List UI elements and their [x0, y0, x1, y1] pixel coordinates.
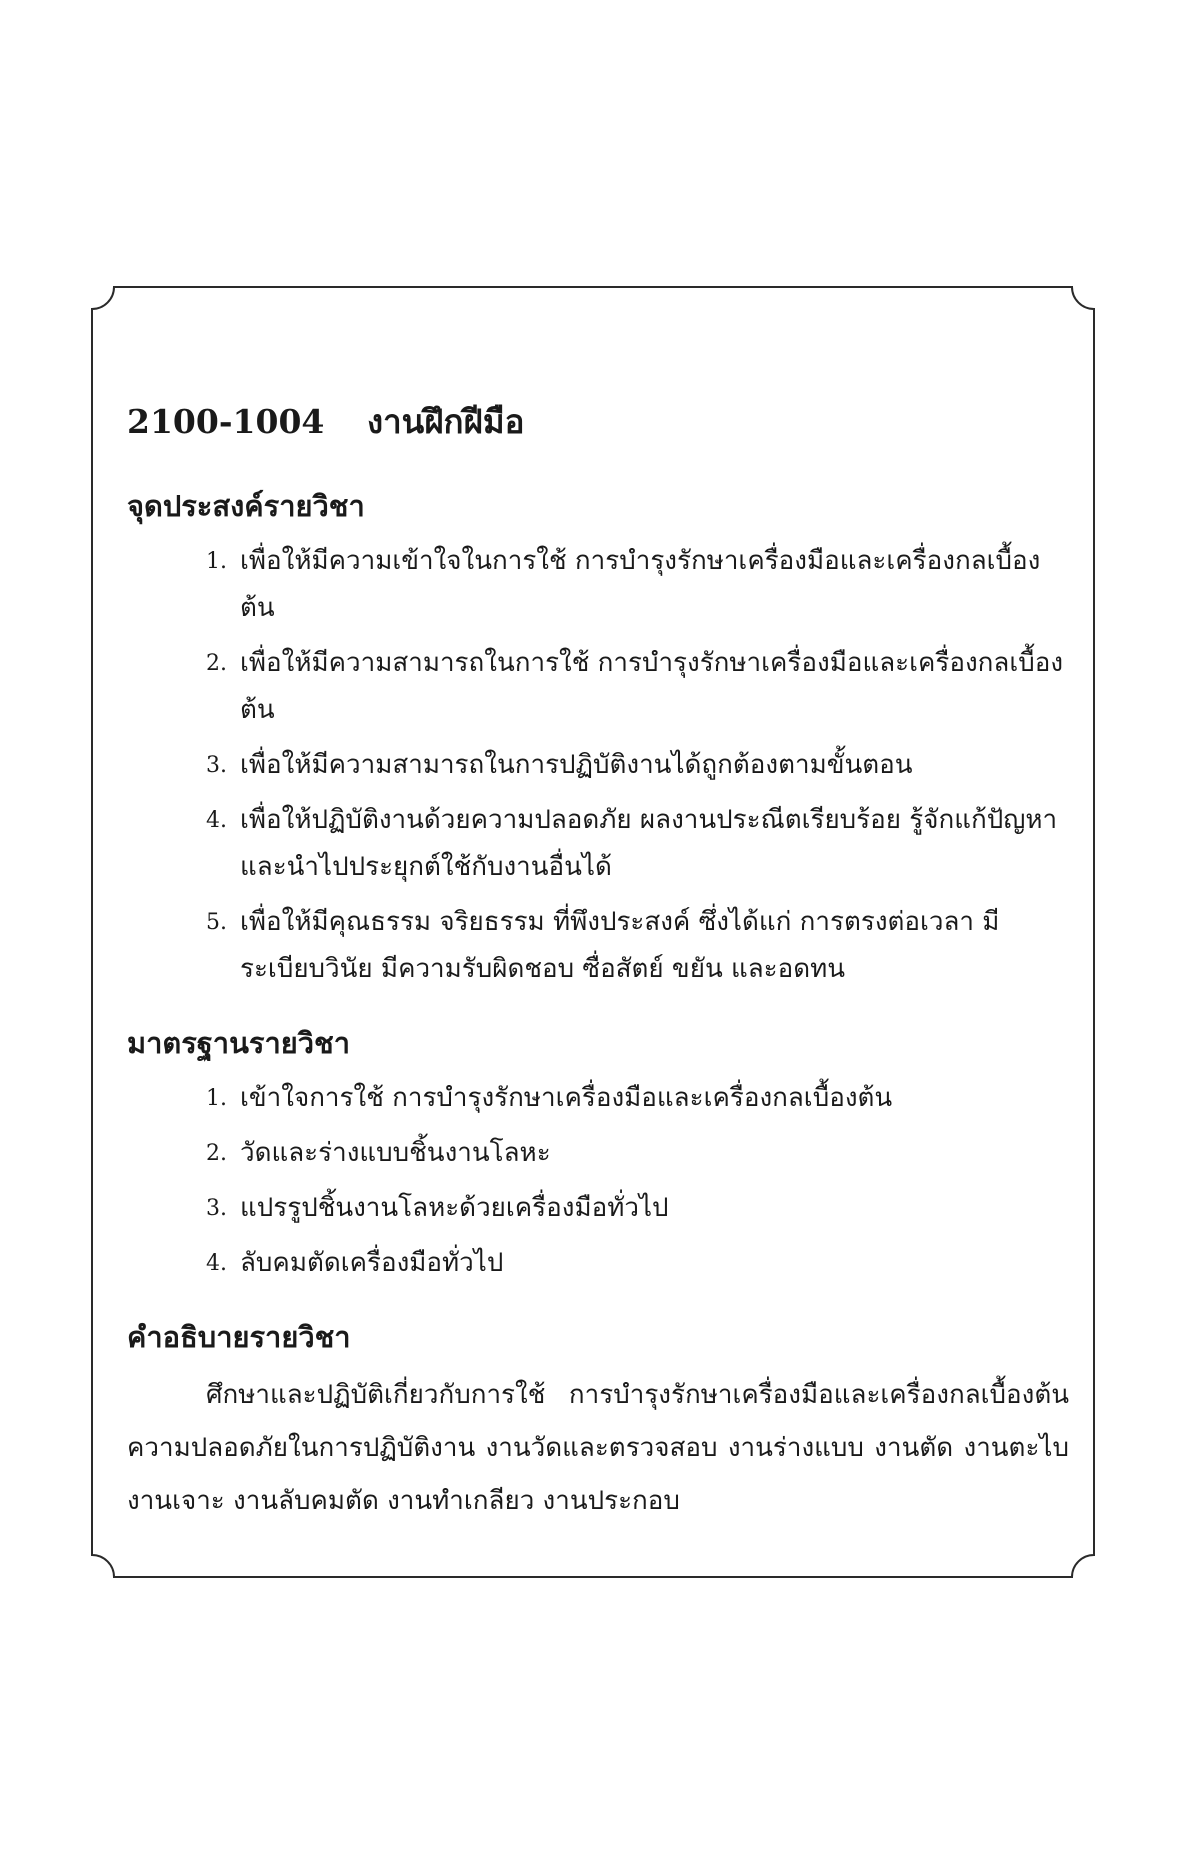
objective-item: [206, 797, 1069, 891]
description-heading: คำอธิบายรายวิชา: [127, 1320, 351, 1354]
standards-heading: มาตรฐานรายวิชา: [127, 1026, 351, 1060]
item-text: วัดและร่างแบบชิ้นงานโลหะ: [240, 1138, 551, 1168]
item-number: 3.: [206, 753, 227, 778]
objective-item: [206, 899, 1069, 993]
objectives-heading: จุดประสงค์รายวิชา: [127, 489, 365, 523]
standard-item: [206, 1185, 1069, 1232]
course-code: 2100-1004: [127, 402, 325, 441]
item-number: 4.: [206, 1251, 227, 1276]
item-number: 3.: [206, 1196, 227, 1221]
objective-item: [206, 640, 1069, 734]
item-text: แปรรูปชิ้นงานโลหะด้วยเครื่องมือทั่วไป: [240, 1193, 669, 1223]
item-text: เพื่อให้ปฏิบัติงานด้วยความปลอดภัย ผลงานประณีตเรียบร้อย รู้จักแก้ปัญหาและนำไปประยุกต์ใช้กับงานอื่นได้: [240, 805, 1058, 882]
item-text: เพื่อให้มีความสามารถในการปฏิบัติงานได้ถูกต้องตามขั้นตอน: [240, 750, 913, 780]
item-text: ลับคมตัดเครื่องมือทั่วไป: [240, 1248, 504, 1278]
course-title: งานฝึกฝีมือ: [367, 402, 525, 441]
item-number: 1.: [206, 549, 227, 574]
course-header: [127, 395, 1069, 448]
standard-item: [206, 1240, 1069, 1287]
standards-list: [127, 1075, 1069, 1287]
item-number: 1.: [206, 1086, 227, 1111]
standard-item: [206, 1075, 1069, 1122]
course-content: [127, 395, 1069, 1528]
objective-item: [206, 538, 1069, 632]
item-text: เพื่อให้มีความสามารถในการใช้ การบำรุงรักษาเครื่องมือและเครื่องกลเบื้องต้น: [240, 648, 1064, 725]
item-text: เข้าใจการใช้ การบำรุงรักษาเครื่องมือและเครื่องกลเบื้องต้น: [240, 1083, 893, 1113]
item-number: 2.: [206, 1141, 227, 1166]
item-number: 5.: [206, 910, 227, 935]
objective-item: [206, 742, 1069, 789]
item-number: 2.: [206, 651, 227, 676]
description-text: ศึกษาและปฏิบัติเกี่ยวกับการใช้ การบำรุงรักษาเครื่องมือและเครื่องกลเบื้องต้น ความปลอดภัยในการปฏิบัติงาน งานวัดและตรวจสอบ งานร่างแบบ งานตัด งานตะไบ งานเจาะ งานลับคมตัด งานทำเกลียว งานประกอบ: [127, 1380, 1069, 1516]
item-text: เพื่อให้มีคุณธรรม จริยธรรม ที่พึงประสงค์ ซึ่งได้แก่ การตรงต่อเวลา มีระเบียบวินัย มีความรับผิดชอบ ซื่อสัตย์ ขยัน และอดทน: [240, 907, 1000, 984]
objectives-list: [127, 538, 1069, 993]
item-text: เพื่อให้มีความเข้าใจในการใช้ การบำรุงรักษาเครื่องมือและเครื่องกลเบื้องต้น: [240, 546, 1041, 623]
standard-item: [206, 1130, 1069, 1177]
item-number: 4.: [206, 808, 227, 833]
